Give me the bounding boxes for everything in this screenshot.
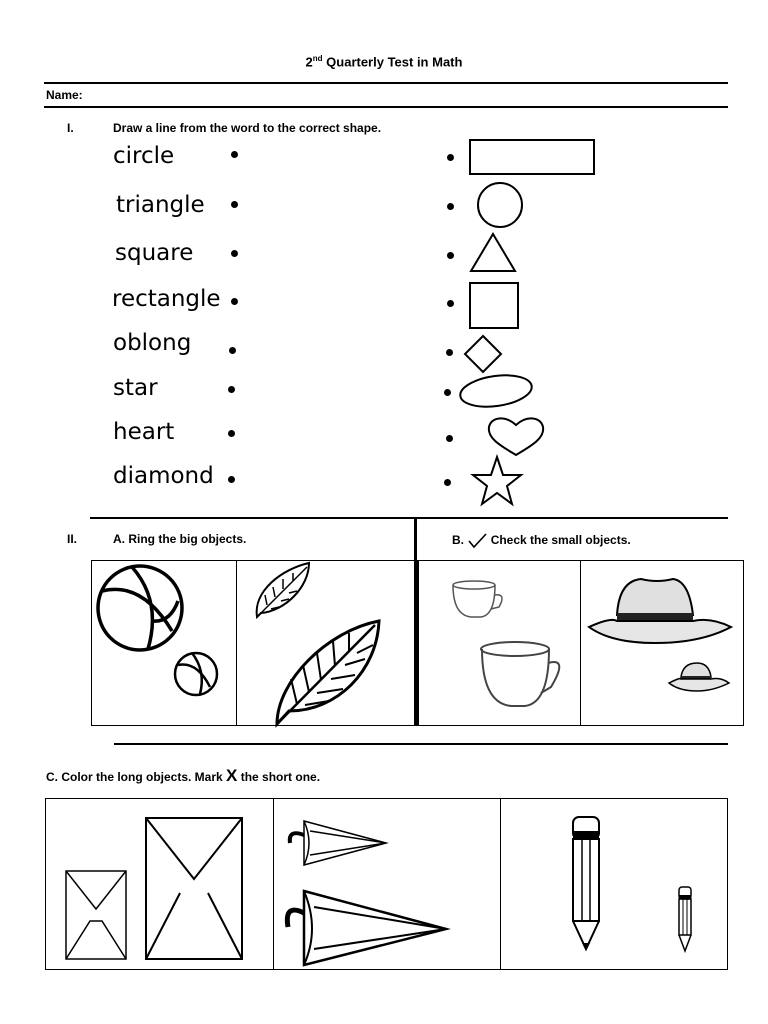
header-rule-top: [44, 82, 728, 84]
word-circle: circle: [113, 143, 175, 169]
word-rectangle: rectangle: [112, 286, 221, 312]
part2b-text: Check the small objects.: [490, 533, 631, 548]
part1-instruction: Draw a line from the word to the correct shape.: [113, 121, 382, 135]
envelope-icon: [46, 799, 275, 971]
word-square: square: [115, 240, 194, 266]
shape-dot[interactable]: [444, 389, 451, 396]
umbrella-icon: [274, 799, 502, 971]
pencils-box: [500, 798, 728, 970]
heart-icon: [485, 415, 547, 459]
name-label: Name:: [46, 88, 83, 102]
word-dot[interactable]: [229, 347, 236, 354]
part2c-text-post: the short one.: [237, 770, 321, 784]
title-number: 2: [305, 54, 313, 70]
header-rule-bottom: [44, 106, 728, 108]
word-dot[interactable]: [231, 250, 238, 257]
circle-icon: [476, 181, 524, 229]
star-icon: [471, 455, 523, 507]
word-dot[interactable]: [228, 430, 235, 437]
shape-dot[interactable]: [447, 203, 454, 210]
word-dot[interactable]: [228, 476, 235, 483]
part2a-instruction: A. Ring the big objects.: [113, 532, 247, 546]
leaf-icon: [237, 561, 419, 727]
pencil-icon: [501, 799, 729, 971]
big-small-hats-box: [580, 560, 744, 726]
title-text: Quarterly Test in Math: [322, 54, 463, 70]
shape-dot[interactable]: [444, 479, 451, 486]
word-diamond: diamond: [113, 463, 214, 489]
shape-dot[interactable]: [446, 435, 453, 442]
shape-dot[interactable]: [447, 252, 454, 259]
oval-icon: [458, 373, 534, 409]
title-superscript: nd: [312, 54, 323, 63]
word-triangle: triangle: [116, 192, 205, 218]
part2c-rule: [114, 743, 728, 745]
checkmark-icon: [467, 531, 487, 549]
word-dot[interactable]: [228, 386, 235, 393]
big-small-cups-box: [418, 560, 581, 726]
triangle-icon: [468, 231, 518, 273]
big-small-leaves-box: [236, 560, 418, 726]
envelopes-box: [45, 798, 274, 970]
shape-dot[interactable]: [447, 300, 454, 307]
ball-icon: [92, 561, 238, 727]
x-mark: X: [226, 766, 238, 785]
part2-rule: [90, 517, 728, 519]
word-heart: heart: [113, 419, 175, 445]
big-small-balls-box: [91, 560, 237, 726]
diamond-icon: [463, 334, 503, 374]
part1-numeral: I.: [67, 121, 74, 135]
word-dot[interactable]: [231, 151, 238, 158]
shape-dot[interactable]: [447, 154, 454, 161]
word-dot[interactable]: [231, 201, 238, 208]
word-star: star: [113, 375, 158, 401]
cup-icon: [419, 561, 582, 727]
rectangle-icon: [469, 139, 595, 175]
hat-icon: [581, 561, 745, 727]
part2b-prefix: B.: [452, 533, 464, 548]
shape-dot[interactable]: [446, 349, 453, 356]
part2b-instruction: [452, 532, 631, 550]
umbrellas-box: [273, 798, 501, 970]
part2c-instruction: [46, 766, 320, 786]
word-oblong: oblong: [113, 330, 192, 356]
page-title: [0, 54, 768, 69]
part2-numeral: II.: [67, 532, 78, 546]
square-icon: [469, 282, 519, 329]
word-dot[interactable]: [231, 298, 238, 305]
part2c-text-pre: C. Color the long objects. Mark: [46, 770, 227, 784]
